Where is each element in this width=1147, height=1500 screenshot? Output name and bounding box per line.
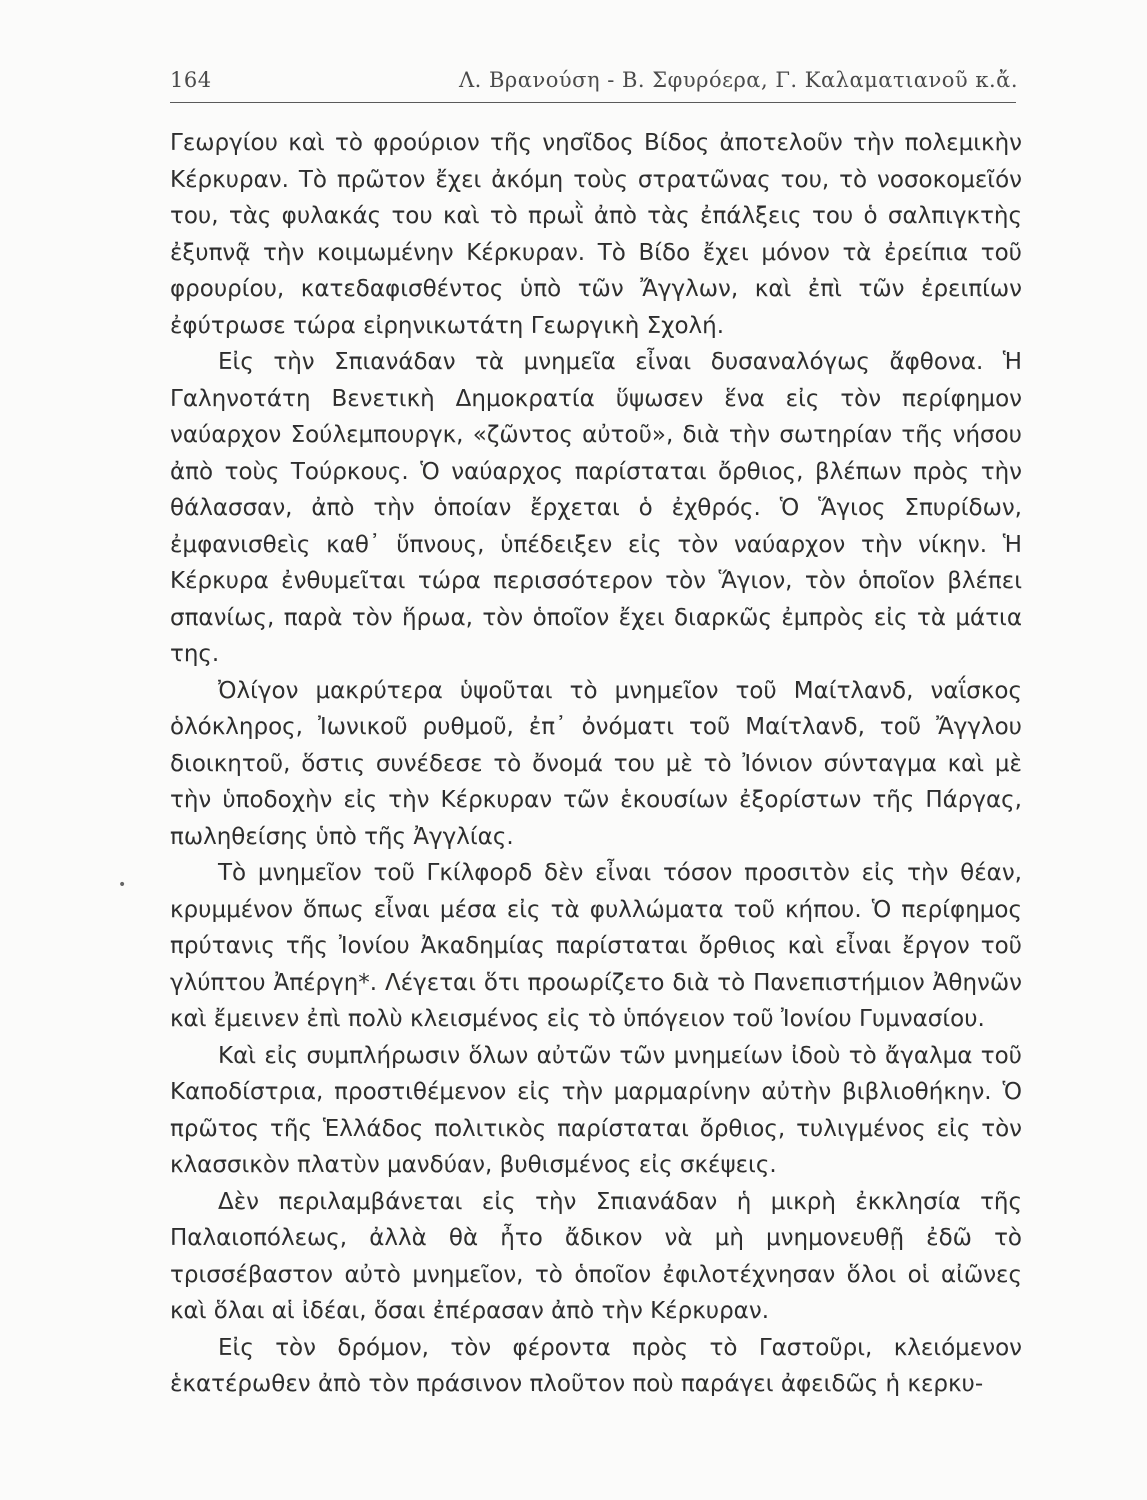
- paragraph-continuation: Γεωργίου καὶ τὸ φρούριον τῆς νησῖδος Βίδος ἀποτελοῦν τὴν πολεμικὴν Κέρκυραν. Τὸ πρῶτον ἔχει ἀκόμη τοὺς στρατῶνας του, τὸ νοσοκομεῖόν του, τὰς φυλακάς του καὶ τὸ πρωῒ ἀπὸ τὰς ἐπάλξεις του ὁ σαλπιγκτὴς ἐξυπνᾷ τὴν κοιμωμένην Κέρκυραν. Τὸ Βίδο ἔχει μόνον τὰ ἐρείπια τοῦ φρουρίου, κατεδαφισθέντος ὑπὸ τῶν Ἄγγλων, καὶ ἐπὶ τῶν ἐρειπίων ἐφύτρωσε τώρα εἰρηνικωτάτη Γεωργικὴ Σχολή.: [170, 130, 1022, 339]
- page-header: [170, 68, 1018, 100]
- paragraph-guilford: Τὸ μνημεῖον τοῦ Γκίλφορδ δὲν εἶναι τόσον προσιτὸν εἰς τὴν θέαν, κρυμμένον ὅπως εἶναι μέσα εἰς τὰ φυλλώματα τοῦ κήπου. Ὁ περίφημος πρύτανις τῆς Ἰονίου Ἀκαδημίας παρίσταται ὄρθιος καὶ εἶναι ἔργον τοῦ γλύπτου Ἀπέργη*. Λέγεται ὅτι προωρίζετο διὰ τὸ Πανεπιστήμιον Ἀθηνῶν καὶ ἔμεινεν ἐπὶ πολὺ κλεισμένος εἰς τὸ ὑπόγειον τοῦ Ἰονίου Γυμνασίου.: [170, 860, 1022, 1032]
- paragraph-gastouri: Εἰς τὸν δρόμον, τὸν φέροντα πρὸς τὸ Γαστοῦρι, κλειόμενον ἑκατέρωθεν ἀπὸ τὸν πράσινον πλοῦτον ποὺ παράγει ἀφειδῶς ἡ κερκυ-: [170, 1334, 1022, 1397]
- paragraph-kapodistrias: Καὶ εἰς συμπλήρωσιν ὅλων αὐτῶν τῶν μνημείων ἰδοὺ τὸ ἄγαλμα τοῦ Καποδίστρια, προστιθέμενον εἰς τὴν μαρμαρίνην αὐτὴν βιβλιοθήκην. Ὁ πρῶτος τῆς Ἑλλάδος πολιτικὸς παρίσταται ὄρθιος, τυλιγμένος εἰς τὸν κλασσικὸν πλατὺν μανδύαν, βυθισμένος εἰς σκέψεις.: [170, 1042, 1022, 1178]
- page-number: 164: [170, 68, 212, 92]
- paragraph-palaiopolis: Δὲν περιλαμβάνεται εἰς τὴν Σπιανάδαν ἡ μικρὴ ἐκκλησία τῆς Παλαιοπόλεως, ἀλλὰ θὰ ἦτο ἄδικον νὰ μὴ μνημονευθῇ ἐδῶ τὸ τρισσέβαστον αὐτὸ μνημεῖον, τὸ ὁποῖον ἐφιλοτέχνησαν ὅλοι οἱ αἰῶνες καὶ ὅλαι αἱ ἰδέαι, ὅσαι ἐπέρασαν ἀπὸ τὴν Κέρκυραν.: [170, 1188, 1022, 1324]
- body-text: [170, 125, 1022, 1403]
- header-rule: [170, 102, 1016, 103]
- paragraph-spianada: Εἰς τὴν Σπιανάδαν τὰ μνημεῖα εἶναι δυσαναλόγως ἄφθονα. Ἡ Γαληνοτάτη Βενετικὴ Δημοκρατία ὕψωσεν ἕνα εἰς τὸν περίφημον ναύαρχον Σούλεμπουργκ, «ζῶντος αὐτοῦ», διὰ τὴν σωτηρίαν τῆς νήσου ἀπὸ τοὺς Τούρκους. Ὁ ναύαρχος παρίσταται ὄρθιος, βλέπων πρὸς τὴν θάλασσαν, ἀπὸ τὴν ὁποίαν ἔρχεται ὁ ἐχθρός. Ὁ Ἅγιος Σπυρίδων, ἐμφανισθεὶς καθ᾽ ὕπνους, ὑπέδειξεν εἰς τὸν ναύαρχον τὴν νίκην. Ἡ Κέρκυρα ἐνθυμεῖται τώρα περισσότερον τὸν Ἅγιον, τὸν ὁποῖον βλέπει σπανίως, παρὰ τὸν ἥρωα, τὸν ὁποῖον ἔχει διαρκῶς ἐμπρὸς εἰς τὰ μάτια της.: [170, 349, 1022, 667]
- paragraph-maitland: Ὀλίγον μακρύτερα ὑψοῦται τὸ μνημεῖον τοῦ Μαίτλανδ, ναΐσκος ὁλόκληρος, Ἰωνικοῦ ρυθμοῦ, ἐπ᾽ ὀνόματι τοῦ Μαίτλανδ, τοῦ Ἄγγλου διοικητοῦ, ὅστις συνέδεσε τὸ ὄνομά του μὲ τὸ Ἰόνιον σύνταγμα καὶ μὲ τὴν ὑποδοχὴν εἰς τὴν Κέρκυραν τῶν ἑκουσίων ἐξορίστων τῆς Πάργας, πωληθείσης ὑπὸ τῆς Ἀγγλίας.: [170, 677, 1022, 850]
- running-head: Λ. Βρανούση - Β. Σφυρόερα, Γ. Καλαματιανοῦ κ.ἄ.: [458, 68, 1018, 92]
- margin-mark: •: [118, 877, 127, 893]
